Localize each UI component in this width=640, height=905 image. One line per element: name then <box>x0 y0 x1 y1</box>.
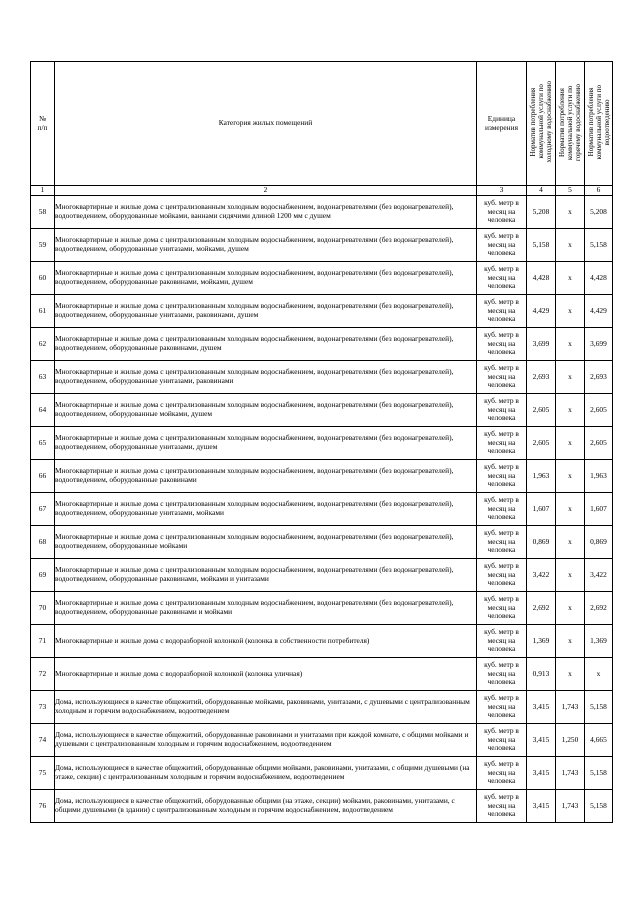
row-number: 74 <box>31 724 55 757</box>
row-drainage-value: 4,428 <box>585 262 613 295</box>
row-drainage-value: 2,605 <box>585 427 613 460</box>
row-unit: куб. метр в месяц на человека <box>477 460 527 493</box>
row-drainage-value: 0,869 <box>585 526 613 559</box>
row-drainage-value: 4,429 <box>585 295 613 328</box>
row-unit: куб. метр в месяц на человека <box>477 658 527 691</box>
row-cold-water-value: 2,605 <box>527 394 556 427</box>
row-category: Многоквартирные и жилые дома с централизованным холодным водоснабжением, водонагревателями (без водонагревателей), водоотведением, оборудованные раковинами, мойками и унитазами <box>55 559 477 592</box>
row-drainage-value: 3,699 <box>585 328 613 361</box>
row-unit: куб. метр в месяц на человека <box>477 361 527 394</box>
row-category: Многоквартирные и жилые дома с централизованным холодным водоснабжением, водонагревателями (без водонагревателей), водоотведением, оборудованные раковинами <box>55 460 477 493</box>
row-number: 69 <box>31 559 55 592</box>
row-cold-water-value: 5,158 <box>527 229 556 262</box>
row-category: Многоквартирные и жилые дома с централизованным холодным водоснабжением, водонагревателями (без водонагревателей), водоотведением, оборудованные раковинами, душем <box>55 328 477 361</box>
row-hot-water-value: х <box>556 262 585 295</box>
row-hot-water-value: 1,743 <box>556 757 585 790</box>
row-category: Многоквартирные и жилые дома с централизованным холодным водоснабжением, водонагревателями (без водонагревателей), водоотведением, оборудованные раковинами, мойками, душем <box>55 262 477 295</box>
row-category: Многоквартирные и жилые дома с централизованным холодным водоснабжением, водонагревателями (без водонагревателей), водоотведением, оборудованные мойками, душем <box>55 394 477 427</box>
row-unit: куб. метр в месяц на человека <box>477 724 527 757</box>
table-row <box>31 724 613 757</box>
row-cold-water-value: 3,415 <box>527 757 556 790</box>
header-hot-water-label: Норматив потребления коммунальной услуги по горячему водоснабжению <box>558 83 582 161</box>
row-number: 67 <box>31 493 55 526</box>
table-row <box>31 493 613 526</box>
row-hot-water-value: х <box>556 394 585 427</box>
row-hot-water-value: 1,743 <box>556 790 585 823</box>
column-number: 2 <box>55 186 477 196</box>
row-hot-water-value: х <box>556 361 585 394</box>
row-hot-water-value: х <box>556 229 585 262</box>
column-number: 4 <box>527 186 556 196</box>
row-category: Дома, использующиеся в качестве общежитий, оборудованные общими мойками, раковинами, унитазами, с общими душевыми (на этаже, секции) с централизованным холодным и горячим водоснабжением, водоотведением <box>55 757 477 790</box>
row-category: Дома, использующиеся в качестве общежитий, оборудованные раковинами и унитазами при каждой комнате, с общими мойками и душевыми с централизованным холодным и горячим водоснабжением, водоотведением <box>55 724 477 757</box>
row-cold-water-value: 5,208 <box>527 196 556 229</box>
row-unit: куб. метр в месяц на человека <box>477 526 527 559</box>
table-row <box>31 229 613 262</box>
row-unit: куб. метр в месяц на человека <box>477 427 527 460</box>
table-row <box>31 394 613 427</box>
row-number: 63 <box>31 361 55 394</box>
row-hot-water-value: 1,250 <box>556 724 585 757</box>
table-body <box>31 196 613 823</box>
table-row <box>31 361 613 394</box>
row-hot-water-value: х <box>556 427 585 460</box>
row-cold-water-value: 4,429 <box>527 295 556 328</box>
column-number: 1 <box>31 186 55 196</box>
table-row <box>31 691 613 724</box>
row-number: 70 <box>31 592 55 625</box>
row-category: Многоквартирные и жилые дома с водоразборной колонкой (колонка уличная) <box>55 658 477 691</box>
row-hot-water-value: х <box>556 328 585 361</box>
table-row <box>31 460 613 493</box>
table-row <box>31 790 613 823</box>
row-drainage-value: 1,369 <box>585 625 613 658</box>
row-number: 73 <box>31 691 55 724</box>
row-cold-water-value: 3,699 <box>527 328 556 361</box>
row-unit: куб. метр в месяц на человека <box>477 757 527 790</box>
column-number-row <box>31 186 613 196</box>
row-number: 68 <box>31 526 55 559</box>
row-drainage-value: х <box>585 658 613 691</box>
table-row <box>31 328 613 361</box>
header-drainage-label: Норматив потребления коммунальной услуги по водоотведению <box>586 84 611 160</box>
row-category: Многоквартирные и жилые дома с централизованным холодным водоснабжением, водонагревателями (без водонагревателей), водоотведением, оборудованные унитазами, мойками, душем <box>55 229 477 262</box>
table-row <box>31 592 613 625</box>
norms-table <box>30 61 613 823</box>
row-unit: куб. метр в месяц на человека <box>477 229 527 262</box>
row-cold-water-value: 2,693 <box>527 361 556 394</box>
row-number: 58 <box>31 196 55 229</box>
row-category: Дома, использующиеся в качестве общежитий, оборудованные общими (на этаже, секции) мойками, раковинами, унитазами, с общими душевыми (в здании) с централизованным холодным и горячим водоснабжением, водоотведением <box>55 790 477 823</box>
row-hot-water-value: 1,743 <box>556 691 585 724</box>
header-num <box>31 62 55 186</box>
row-cold-water-value: 3,415 <box>527 691 556 724</box>
row-unit: куб. метр в месяц на человека <box>477 559 527 592</box>
row-cold-water-value: 2,692 <box>527 592 556 625</box>
row-cold-water-value: 0,913 <box>527 658 556 691</box>
row-drainage-value: 2,692 <box>585 592 613 625</box>
row-number: 66 <box>31 460 55 493</box>
table-row <box>31 262 613 295</box>
header-category <box>55 62 477 186</box>
row-drainage-value: 5,158 <box>585 691 613 724</box>
table-row <box>31 757 613 790</box>
row-number: 72 <box>31 658 55 691</box>
column-number: 6 <box>585 186 613 196</box>
row-hot-water-value: х <box>556 592 585 625</box>
table-row <box>31 658 613 691</box>
row-number: 62 <box>31 328 55 361</box>
row-cold-water-value: 3,422 <box>527 559 556 592</box>
row-number: 71 <box>31 625 55 658</box>
row-cold-water-value: 3,415 <box>527 724 556 757</box>
header-unit <box>477 62 527 186</box>
row-category: Многоквартирные и жилые дома с централизованным холодным водоснабжением, водонагревателями (без водонагревателей), водоотведением, оборудованные раковинами и мойками <box>55 592 477 625</box>
row-number: 60 <box>31 262 55 295</box>
table-row <box>31 559 613 592</box>
row-hot-water-value: х <box>556 559 585 592</box>
row-category: Многоквартирные и жилые дома с централизованным холодным водоснабжением, водонагревателями (без водонагревателей), водоотведением, оборудованные унитазами, раковинами, душем <box>55 295 477 328</box>
header-row <box>31 62 613 186</box>
header-num-label: № п/п <box>37 113 48 132</box>
row-category: Многоквартирные и жилые дома с централизованным холодным водоснабжением, водонагревателями (без водонагревателей), водоотведением, оборудованные унитазами, мойками <box>55 493 477 526</box>
row-unit: куб. метр в месяц на человека <box>477 790 527 823</box>
row-number: 59 <box>31 229 55 262</box>
row-unit: куб. метр в месяц на человека <box>477 625 527 658</box>
row-unit: куб. метр в месяц на человека <box>477 262 527 295</box>
table-row <box>31 295 613 328</box>
row-drainage-value: 4,665 <box>585 724 613 757</box>
column-number: 3 <box>477 186 527 196</box>
row-hot-water-value: х <box>556 658 585 691</box>
row-category: Многоквартирные и жилые дома с централизованным холодным водоснабжением, водонагревателями (без водонагревателей), водоотведением, оборудованные мойками, ваннами сидячими длиной 1200 мм с душем <box>55 196 477 229</box>
row-category: Многоквартирные и жилые дома с водоразборной колонкой (колонка в собственности потребителя) <box>55 625 477 658</box>
row-drainage-value: 2,693 <box>585 361 613 394</box>
row-drainage-value: 5,208 <box>585 196 613 229</box>
row-drainage-value: 1,963 <box>585 460 613 493</box>
row-hot-water-value: х <box>556 625 585 658</box>
header-unit-label: Единица измерения <box>484 113 518 132</box>
row-drainage-value: 1,607 <box>585 493 613 526</box>
row-unit: куб. метр в месяц на человека <box>477 394 527 427</box>
row-number: 61 <box>31 295 55 328</box>
row-hot-water-value: х <box>556 526 585 559</box>
row-cold-water-value: 4,428 <box>527 262 556 295</box>
row-category: Многоквартирные и жилые дома с централизованным холодным водоснабжением, водонагревателями (без водонагревателей), водоотведением, оборудованные унитазами, раковинами <box>55 361 477 394</box>
row-unit: куб. метр в месяц на человека <box>477 592 527 625</box>
row-hot-water-value: х <box>556 196 585 229</box>
row-category: Многоквартирные и жилые дома с централизованным холодным водоснабжением, водонагревателями (без водонагревателей), водоотведением, оборудованные мойками <box>55 526 477 559</box>
row-hot-water-value: х <box>556 460 585 493</box>
row-hot-water-value: х <box>556 295 585 328</box>
row-unit: куб. метр в месяц на человека <box>477 691 527 724</box>
row-hot-water-value: х <box>556 493 585 526</box>
row-unit: куб. метр в месяц на человека <box>477 493 527 526</box>
row-cold-water-value: 3,415 <box>527 790 556 823</box>
row-drainage-value: 2,605 <box>585 394 613 427</box>
row-category: Многоквартирные и жилые дома с централизованным холодным водоснабжением, водонагревателями (без водонагревателей), водоотведением, оборудованные унитазами, душем <box>55 427 477 460</box>
row-number: 65 <box>31 427 55 460</box>
header-drainage <box>585 62 613 186</box>
row-number: 75 <box>31 757 55 790</box>
row-drainage-value: 3,422 <box>585 559 613 592</box>
row-cold-water-value: 1,607 <box>527 493 556 526</box>
header-cold-water <box>527 62 556 186</box>
row-unit: куб. метр в месяц на человека <box>477 196 527 229</box>
header-hot-water <box>556 62 585 186</box>
table-row <box>31 625 613 658</box>
table-row <box>31 427 613 460</box>
row-cold-water-value: 1,963 <box>527 460 556 493</box>
row-unit: куб. метр в месяц на человека <box>477 328 527 361</box>
row-drainage-value: 5,158 <box>585 757 613 790</box>
header-cold-water-label: Норматив потребления коммунальной услуги по холодному водоснабжению <box>529 81 553 163</box>
row-drainage-value: 5,158 <box>585 229 613 262</box>
row-category: Дома, использующиеся в качестве общежитий, оборудованные мойками, раковинами, унитазами, с душевыми с централизованным холодным и горячим водоснабжением, водоотведением <box>55 691 477 724</box>
row-number: 64 <box>31 394 55 427</box>
column-number: 5 <box>556 186 585 196</box>
row-cold-water-value: 2,605 <box>527 427 556 460</box>
header-category-label: Категория жилых помещений <box>218 118 313 128</box>
table-row <box>31 196 613 229</box>
row-cold-water-value: 1,369 <box>527 625 556 658</box>
row-cold-water-value: 0,869 <box>527 526 556 559</box>
table-row <box>31 526 613 559</box>
row-drainage-value: 5,158 <box>585 790 613 823</box>
row-number: 76 <box>31 790 55 823</box>
row-unit: куб. метр в месяц на человека <box>477 295 527 328</box>
